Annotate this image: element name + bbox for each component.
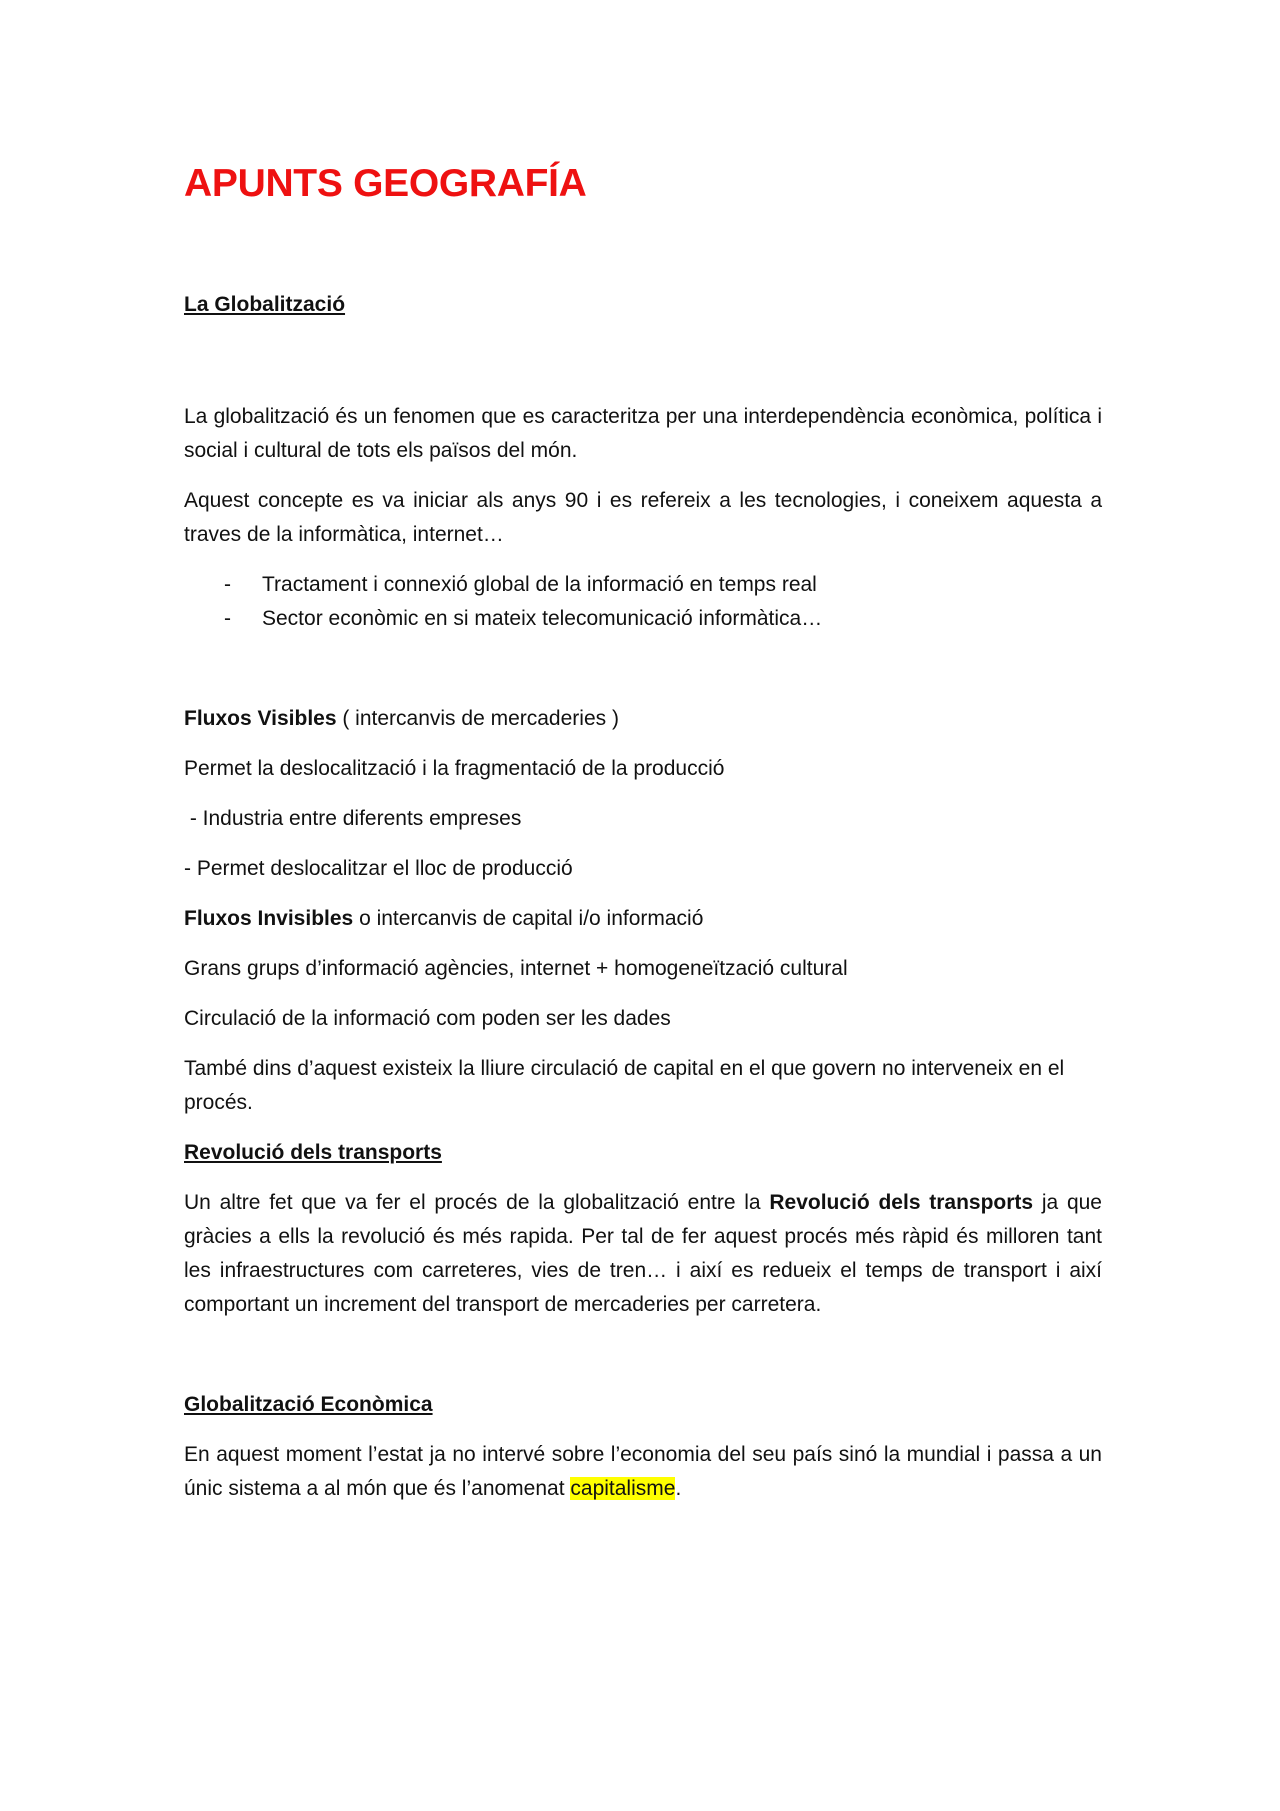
spacer [184,1422,1102,1438]
bullet-dash: - [224,607,231,630]
section-heading-economica: Globalització Econòmica [184,1393,433,1416]
paragraph-fluxos-line: - Permet deslocalitzar el lloc de producció [184,857,573,880]
paragraph-fluxos-line: Grans grups d’informació agències, internet + homogeneïtzació cultural [184,957,848,980]
spacer [184,468,1102,484]
highlighted-term: capitalisme [570,1477,676,1500]
transports-text-bold: Revolució dels transports [769,1191,1034,1214]
spacer [184,212,1102,288]
economica-text-start: En aquest moment l’estat ja no intervé sobre l’economia del seu país sinó la mundial i passa a un únic sistema a al món que és l’anomenat [184,1443,1102,1500]
spacer [184,322,1102,400]
bullet-list [184,568,1102,636]
list-item [184,602,1102,636]
section-heading-transports: Revolució dels transports [184,1141,442,1164]
fluxos-invisibles-label: Fluxos Invisibles [184,907,354,930]
spacer [184,636,1102,702]
paragraph-fluxos-line: Circulació de la informació com poden ser les dades [184,1007,671,1030]
fluxos-visibles-text: ( intercanvis de mercaderies ) [336,707,619,730]
spacer [184,552,1102,568]
spacer [184,1170,1102,1186]
spacer [184,736,1102,752]
section-heading-globalitzacio: La Globalització [184,293,346,316]
spacer [184,1120,1102,1136]
paragraph-fluxos-line: També dins d’aquest existeix la lliure circulació de capital en el que govern no interveneix en el procés. [184,1057,1065,1114]
bullet-dash: - [224,573,231,596]
document-body [184,156,1102,1506]
paragraph-fluxos-invisibles [184,902,1102,936]
economica-text-end: . [675,1477,682,1500]
spacer [184,986,1102,1002]
transports-text-end: ja que gràcies a ells la revolució és més rapida. Per tal de fer aquest procés més ràpid és milloren tant les infraestructures com carreteres, vies de tren… i així es redueix el temps de transport i així comportant un increment del transport de mercaderies per carretera. [184,1191,1102,1316]
fluxos-invisibles-text: o intercanvis de capital i/o informació [353,907,704,930]
spacer [184,886,1102,902]
paragraph-fluxos-line: - Industria entre diferents empreses [184,807,522,830]
list-item [184,568,1102,602]
spacer [184,1322,1102,1388]
paragraph-globalitzacio-concept: Aquest concepte es va iniciar als anys 90 i es refereix a les tecnologies, i coneixem aquesta a traves de la informàtica, internet… [184,489,1102,546]
bullet-text: Sector econòmic en si mateix telecomunicació informàtica… [262,607,823,630]
paragraph-fluxos-line: Permet la deslocalització i la fragmentació de la producció [184,757,725,780]
bullet-text: Tractament i connexió global de la informació en temps real [262,573,817,596]
paragraph-fluxos-visibles [184,702,1102,736]
paragraph-transports [184,1186,1102,1322]
spacer [184,836,1102,852]
paragraph-globalitzacio-definition: La globalització és un fenomen que es caracteritza per una interdependència econòmica, política i social i cultural de tots els països del món. [184,405,1102,462]
fluxos-visibles-label: Fluxos Visibles [184,707,337,730]
spacer [184,1036,1102,1052]
transports-text-start: Un altre fet que va fer el procés de la globalització entre la [184,1191,770,1214]
paragraph-economica [184,1438,1102,1506]
spacer [184,936,1102,952]
document-title: APUNTS GEOGRAFÍA [184,162,587,205]
spacer [184,786,1102,802]
